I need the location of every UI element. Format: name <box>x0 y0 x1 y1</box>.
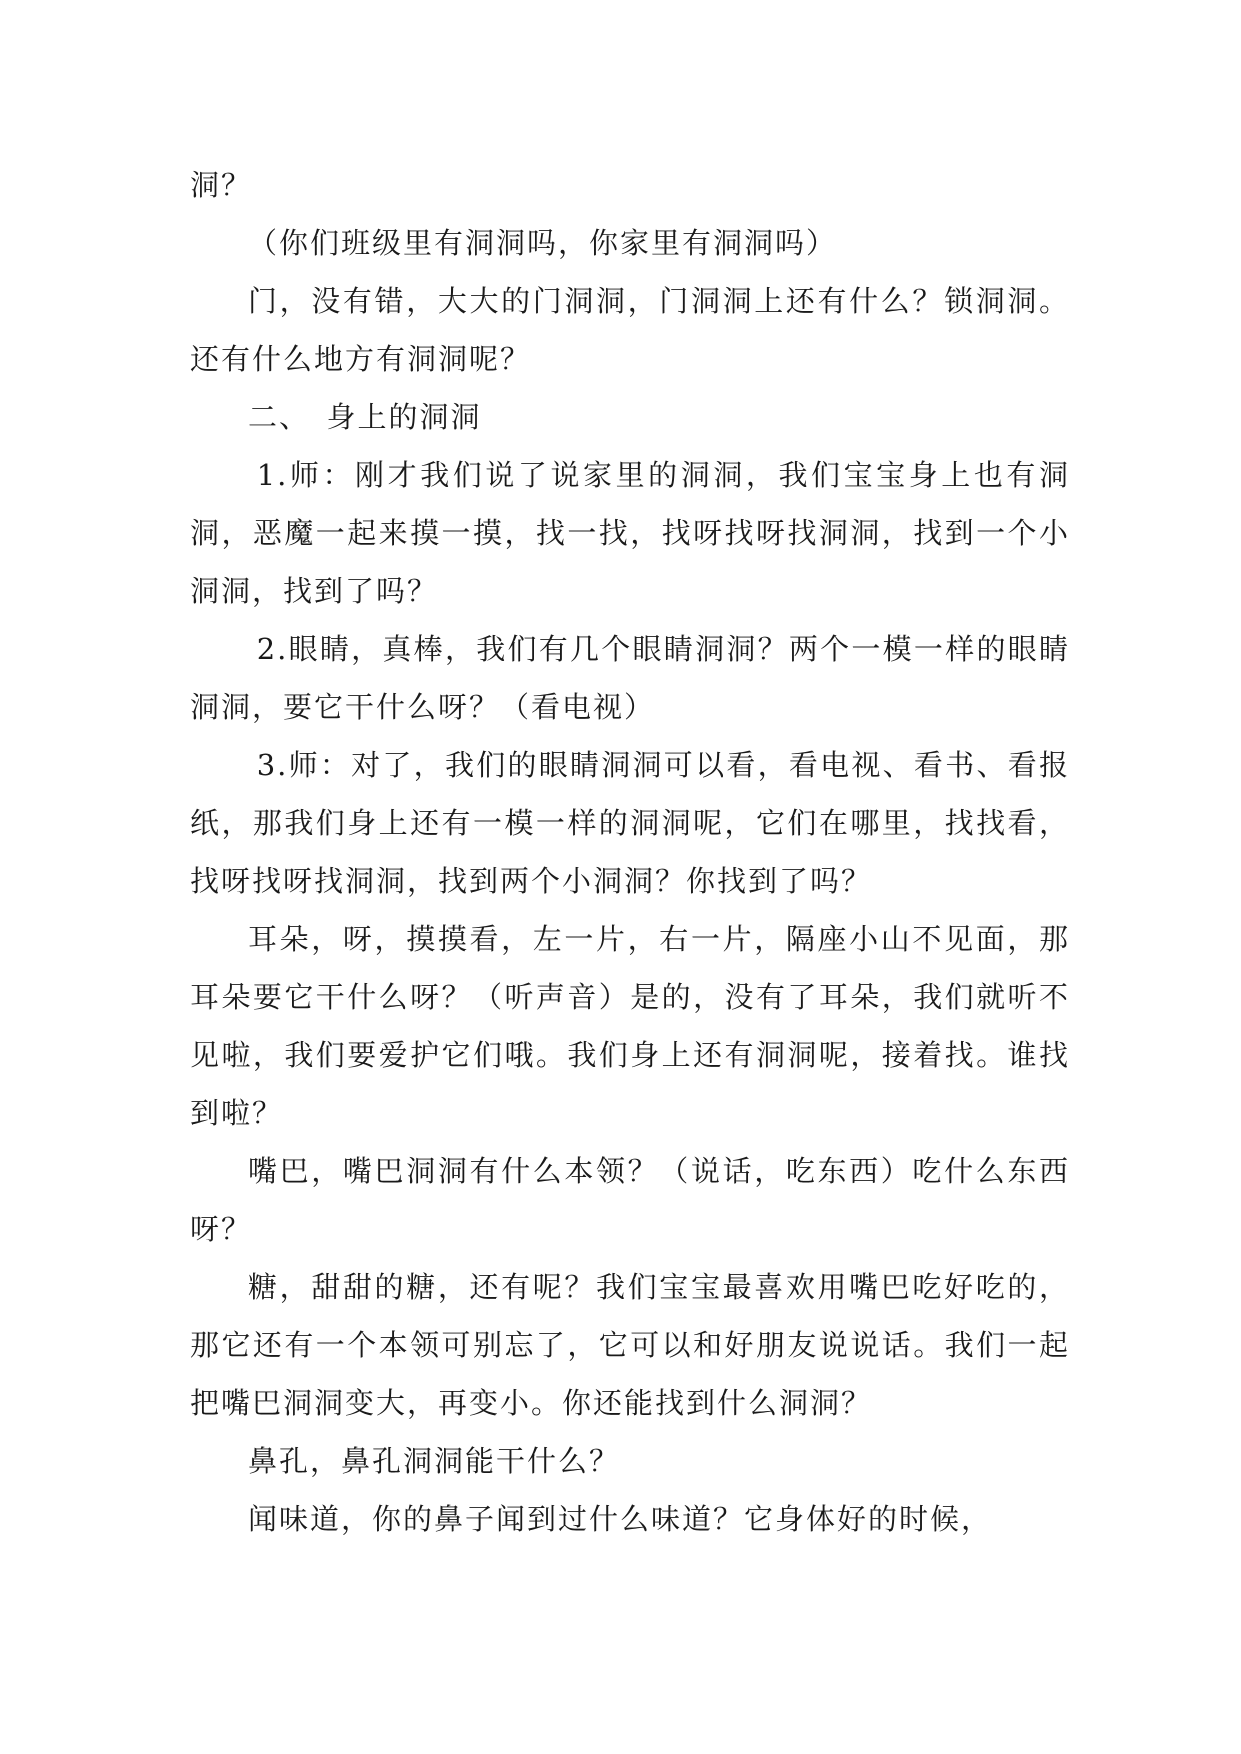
section-heading-body-holes: 二、 身上的洞洞 <box>248 400 482 434</box>
paragraph-door-holes: 门，没有错，大大的门洞洞，门洞洞上还有什么？锁洞洞。还有什么地方有洞洞呢？ <box>190 284 1070 376</box>
paragraph-ears: 耳朵，呀，摸摸看，左一片，右一片，隔座小山不见面，那耳朵要它干什么呀？（听声音）是的，没有了耳朵，我们就听不见啦，我们要爱护它们哦。我们身上还有洞洞呢，接着找。谁找到啦？ <box>190 922 1070 1130</box>
paragraph-question-class-home: （你们班级里有洞洞吗，你家里有洞洞吗） <box>248 226 838 260</box>
body-text <box>190 156 1070 1548</box>
paragraph-continuation: 洞？ <box>190 168 253 202</box>
paragraph-step-1: 1.师：刚才我们说了说家里的洞洞，我们宝宝身上也有洞洞，恶魔一起来摸一摸，找一找，找呀找呀找洞洞，找到一个小洞洞，找到了吗？ <box>190 458 1070 608</box>
paragraph-mouth: 嘴巴，嘴巴洞洞有什么本领？（说话，吃东西）吃什么东西呀？ <box>190 1154 1070 1246</box>
paragraph-step-3: 3.师：对了，我们的眼睛洞洞可以看，看电视、看书、看报纸，那我们身上还有一模一样的洞洞呢，它们在哪里，找找看，找呀找呀找洞洞，找到两个小洞洞？你找到了吗？ <box>190 748 1070 898</box>
paragraph-step-2-eyes: 2.眼睛，真棒，我们有几个眼睛洞洞？两个一模一样的眼睛洞洞，要它干什么呀？（看电视） <box>190 632 1070 724</box>
paragraph-smell: 闻味道，你的鼻子闻到过什么味道？它身体好的时候， <box>248 1502 993 1536</box>
paragraph-nostrils: 鼻孔，鼻孔洞洞能干什么？ <box>248 1444 621 1478</box>
paragraph-candy: 糖，甜甜的糖，还有呢？我们宝宝最喜欢用嘴巴吃好吃的，那它还有一个本领可别忘了，它可以和好朋友说说话。我们一起把嘴巴洞洞变大，再变小。你还能找到什么洞洞？ <box>190 1270 1070 1420</box>
